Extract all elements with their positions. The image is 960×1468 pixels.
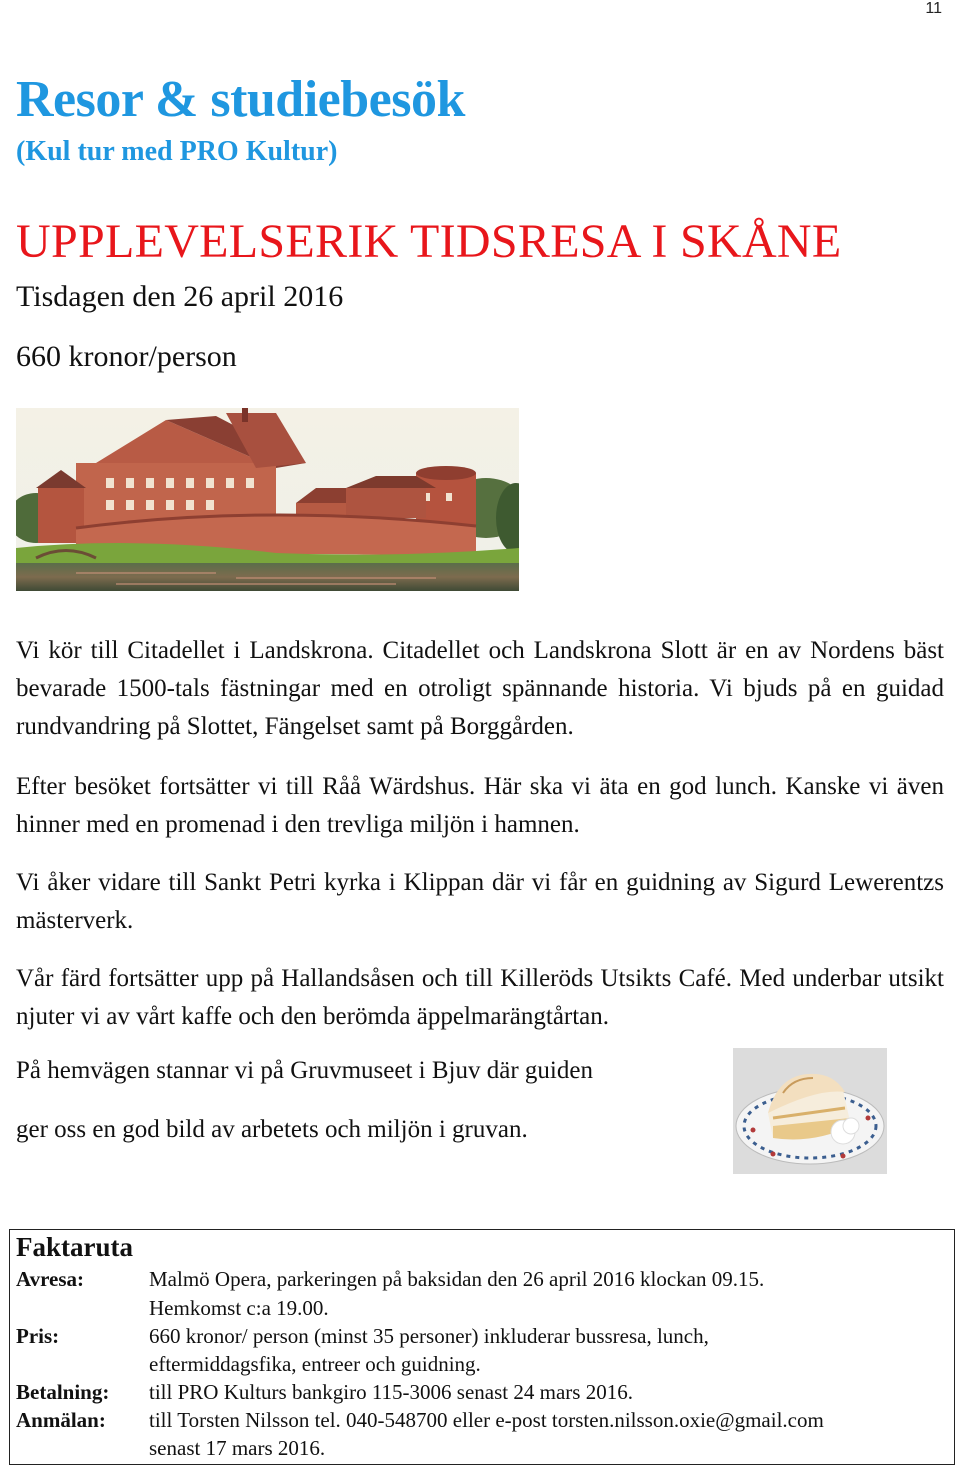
castle-photo [16,408,519,591]
paragraph-gruvmuseet-line-2: ger oss en god bild av arbetets och miljön i gruvan. [16,1116,528,1143]
trip-title: UPPLEVELSERIK TIDSRESA I SKÅNE [16,215,842,268]
trip-date: Tisdagen den 26 april 2016 [16,280,344,313]
paragraph-sankt-petri: Vi åker vidare till Sankt Petri kyrka i Klippan där vi får en guidning av Sigurd Lewerentzs mästerverk. [16,869,944,934]
fakta-label: Avresa: [16,1267,85,1291]
faktaruta-title: Faktaruta [16,1232,133,1262]
fakta-value: senast 17 mars 2016. [149,1436,326,1460]
paragraph-citadellet: Vi kör till Citadellet i Landskrona. Citadellet och Landskrona Slott är en av Nordens bäst bevarade 1500-tals fästningar med en otroligt spännande historia. Vi bjuds på en guidad rundvandring på Slottet, Fängelset samt på Borggården. [16,637,944,740]
paragraph-raa-wardshus: Efter besöket fortsätter vi till Råå Wärdshus. Här ska vi äta en god lunch. Kanske vi även hinner med en promenad i den trevliga miljön i hamnen. [16,773,944,838]
paragraph-killerods-cafe: Vår färd fortsätter upp på Hallandsåsen och till Killeröds Utsikts Café. Med underbar utsikt njuter vi av vårt kaffe och den berömda äppelmarängtårtan. [16,965,944,1030]
fakta-value: eftermiddagsfika, entreer och guidning. [149,1352,481,1376]
fakta-value: Malmö Opera, parkeringen på baksidan den 26 april 2016 klockan 09.15. [149,1267,765,1291]
section-title: Resor & studiebesök [16,71,465,128]
meringue-cake-photo [733,1048,887,1174]
fakta-value: 660 kronor/ person (minst 35 personer) inkluderar bussresa, lunch, [149,1324,709,1348]
fakta-label: Anmälan: [16,1408,106,1432]
fakta-value: Hemkomst c:a 19.00. [149,1296,329,1320]
fakta-value: till Torsten Nilsson tel. 040-548700 eller e-post torsten.nilsson.oxie@gmail.com [149,1408,824,1432]
section-subtitle: (Kul tur med PRO Kultur) [16,136,338,167]
fakta-label: Betalning: [16,1380,110,1404]
fakta-label: Pris: [16,1324,60,1348]
fakta-value: till PRO Kulturs bankgiro 115-3006 senast 24 mars 2016. [149,1380,633,1404]
paragraph-gruvmuseet-line-1: På hemvägen stannar vi på Gruvmuseet i Bjuv där guiden [16,1057,593,1084]
trip-price: 660 kronor/person [16,340,237,373]
page-number: 11 [925,0,942,17]
